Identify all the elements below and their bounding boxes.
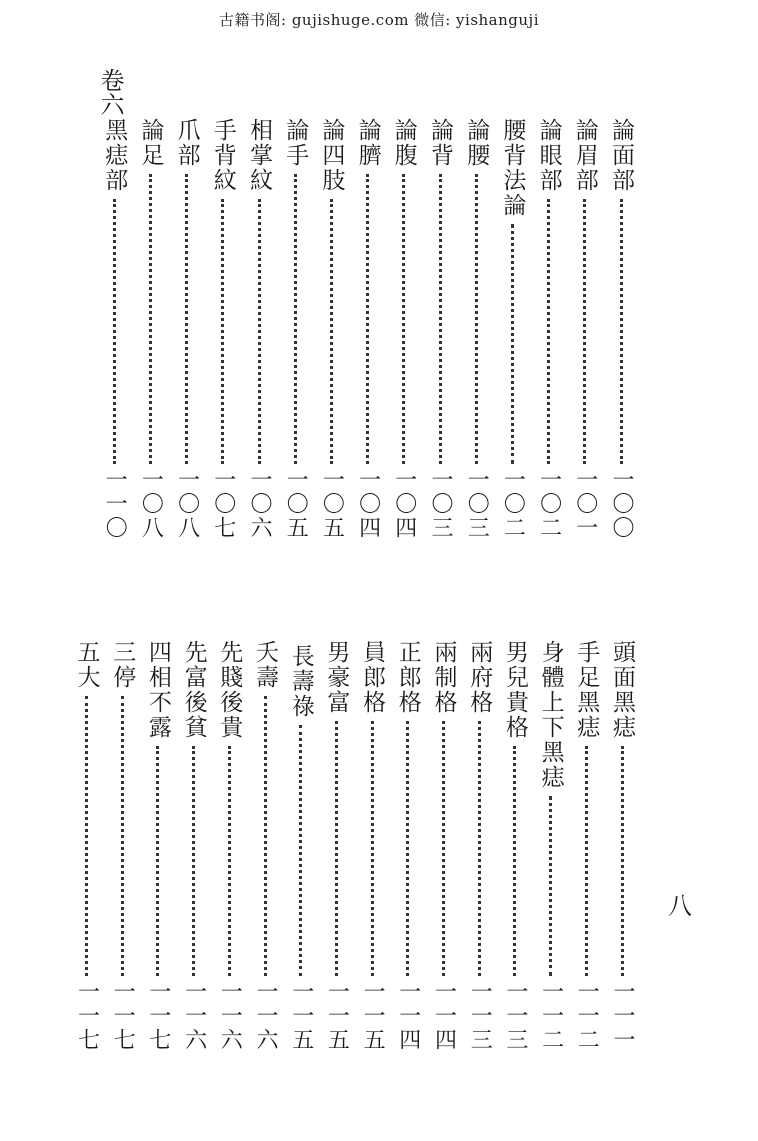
toc-entry-title: 論面部	[608, 118, 634, 193]
toc-entry-page: 一〇四	[391, 468, 417, 540]
toc-entry-page: 一〇五	[319, 468, 345, 540]
dot-leader	[621, 746, 624, 976]
toc-entry-title: 論背	[427, 118, 453, 168]
toc-entry	[462, 118, 490, 540]
dot-leader	[549, 796, 552, 976]
toc-entry	[180, 640, 208, 1052]
toc-entry-title: 長壽祿	[287, 644, 314, 719]
toc-entry	[251, 640, 279, 1052]
toc-entry-page: 一一三	[502, 980, 528, 1052]
toc-entry	[358, 640, 386, 1052]
toc-entry	[537, 640, 565, 1052]
dot-leader	[402, 174, 405, 464]
toc-entry-page: 一一一	[610, 980, 635, 1052]
dot-leader	[583, 199, 586, 464]
toc-entry	[354, 118, 382, 540]
toc-entry-title: 黑痣部	[101, 118, 128, 193]
dot-leader	[478, 721, 481, 976]
toc-entry-title: 夭壽	[252, 640, 278, 690]
toc-entry	[73, 640, 101, 1052]
dot-leader	[299, 725, 302, 976]
toc-entry-page: 一一六	[181, 980, 207, 1052]
toc-entry-title: 論手	[282, 118, 309, 168]
toc-entry-title: 兩制格	[430, 640, 457, 715]
dot-leader	[335, 721, 338, 976]
watermark: 古籍书阁: gujishuge.com 微信: yishanguji	[219, 11, 539, 29]
dot-leader	[85, 696, 88, 976]
toc-entry-title: 爪部	[173, 118, 200, 168]
toc-entry-title: 腰背法論	[499, 118, 526, 218]
toc-entry	[426, 118, 454, 540]
dot-leader	[547, 199, 550, 464]
toc-entry-title: 論足	[137, 118, 164, 168]
toc-entry-title: 身體上下黑痣	[537, 640, 564, 790]
toc-entry	[608, 640, 636, 1052]
toc-entry-title: 先富後貧	[180, 640, 207, 740]
toc-entry-title: 論腰	[463, 118, 490, 168]
toc-entry-page: 一一五	[288, 980, 314, 1052]
toc-entry	[173, 118, 201, 540]
toc-entry	[322, 640, 350, 1052]
dot-leader	[228, 746, 231, 976]
toc-entry	[281, 118, 309, 540]
toc-entry-page: 一一六	[253, 980, 278, 1052]
dot-leader	[330, 199, 333, 464]
dot-leader	[149, 174, 152, 464]
toc-entry-title: 正郎格	[394, 640, 421, 715]
toc-entry-title: 先賤後貴	[216, 640, 243, 740]
dot-leader	[406, 721, 409, 976]
toc-entry	[215, 640, 243, 1052]
toc-entry-title: 手足黑痣	[573, 640, 600, 740]
toc-entry-page: 一〇〇	[609, 468, 634, 540]
toc-entry-page: 一〇三	[464, 468, 490, 540]
toc-entry-page: 一一二	[574, 980, 600, 1052]
toc-entry	[209, 118, 237, 540]
toc-entry-page: 一一六	[217, 980, 243, 1052]
toc-entry-page: 一一七	[110, 980, 136, 1052]
toc-entry-page: 一一五	[324, 980, 350, 1052]
toc-entry	[390, 118, 418, 540]
dot-leader	[511, 224, 514, 464]
toc-entry-page: 一一七	[145, 980, 171, 1052]
toc-entry	[394, 640, 422, 1052]
dot-leader	[185, 174, 188, 464]
dot-leader	[258, 199, 261, 464]
toc-entry-title: 論眉部	[571, 118, 598, 193]
dot-leader	[439, 174, 442, 464]
toc-entry	[498, 118, 526, 540]
toc-entry-title: 五大	[73, 640, 100, 690]
toc-entry	[144, 640, 172, 1052]
toc-entry-page: 一〇二	[536, 468, 562, 540]
toc-entry	[571, 118, 599, 540]
dot-leader	[513, 746, 516, 976]
toc-entry-title: 手背紋	[209, 118, 236, 193]
toc-entry-page: 一〇一	[572, 468, 598, 540]
dot-leader	[156, 746, 159, 976]
toc-entry	[108, 640, 136, 1052]
dot-leader	[620, 199, 623, 464]
toc-entry-title: 論眼部	[535, 118, 562, 193]
dot-leader	[113, 199, 116, 464]
toc-entry-page: 一〇八	[138, 468, 164, 540]
dot-leader	[475, 174, 478, 464]
toc-entry	[607, 118, 635, 540]
dot-leader	[442, 721, 445, 976]
toc-entry-page: 一一七	[74, 980, 100, 1052]
toc-entry-title: 論臍	[354, 118, 381, 168]
toc-entry-title: 男豪富	[323, 640, 350, 715]
toc-entry-title: 論腹	[390, 118, 417, 168]
toc-entry-page: 一一五	[360, 980, 386, 1052]
folio-page-number: 八	[668, 892, 692, 920]
toc-entry	[317, 118, 345, 540]
toc-entry-page: 一〇四	[355, 468, 381, 540]
dot-leader	[294, 174, 297, 464]
dot-leader	[366, 174, 369, 464]
toc-entry-page: 一一四	[395, 980, 421, 1052]
dot-leader	[121, 696, 124, 976]
dot-leader	[221, 199, 224, 464]
toc-entry-page: 一〇七	[210, 468, 236, 540]
toc-entry	[287, 644, 315, 1052]
toc-entry-title: 兩府格	[466, 640, 493, 715]
toc-entry	[430, 640, 458, 1052]
toc-entry-page: 一〇三	[428, 468, 453, 540]
dot-leader	[192, 746, 195, 976]
toc-entry-page: 一〇六	[247, 468, 272, 540]
toc-entry-title: 員郎格	[359, 640, 386, 715]
toc-entry	[136, 118, 164, 540]
toc-entry	[465, 640, 493, 1052]
toc-entry-title: 三停	[109, 640, 136, 690]
toc-entry-page: 一〇八	[174, 468, 200, 540]
toc-entry-title: 男兒貴格	[501, 640, 528, 740]
toc-entry-title: 論四肢	[318, 118, 345, 193]
toc-entry-title: 頭面黑痣	[609, 640, 635, 740]
toc-entry-page: 一一三	[467, 980, 493, 1052]
toc-entry	[100, 118, 128, 540]
toc-entry-title: 四相不露	[144, 640, 171, 740]
toc-entry-page: 一一〇	[102, 468, 128, 540]
toc-entry-page: 一〇二	[500, 468, 526, 540]
toc-entry-page: 一〇五	[283, 468, 309, 540]
dot-leader	[264, 696, 267, 976]
toc-entry-page: 一一四	[431, 980, 457, 1052]
toc-entry	[535, 118, 563, 540]
toc-entry-title: 相掌紋	[246, 118, 272, 193]
toc-entry-page: 一一二	[538, 980, 564, 1052]
toc-entry	[245, 118, 273, 540]
toc-entry	[572, 640, 600, 1052]
dot-leader	[371, 721, 374, 976]
dot-leader	[585, 746, 588, 976]
section-label: 卷六	[96, 68, 124, 116]
toc-entry	[501, 640, 529, 1052]
